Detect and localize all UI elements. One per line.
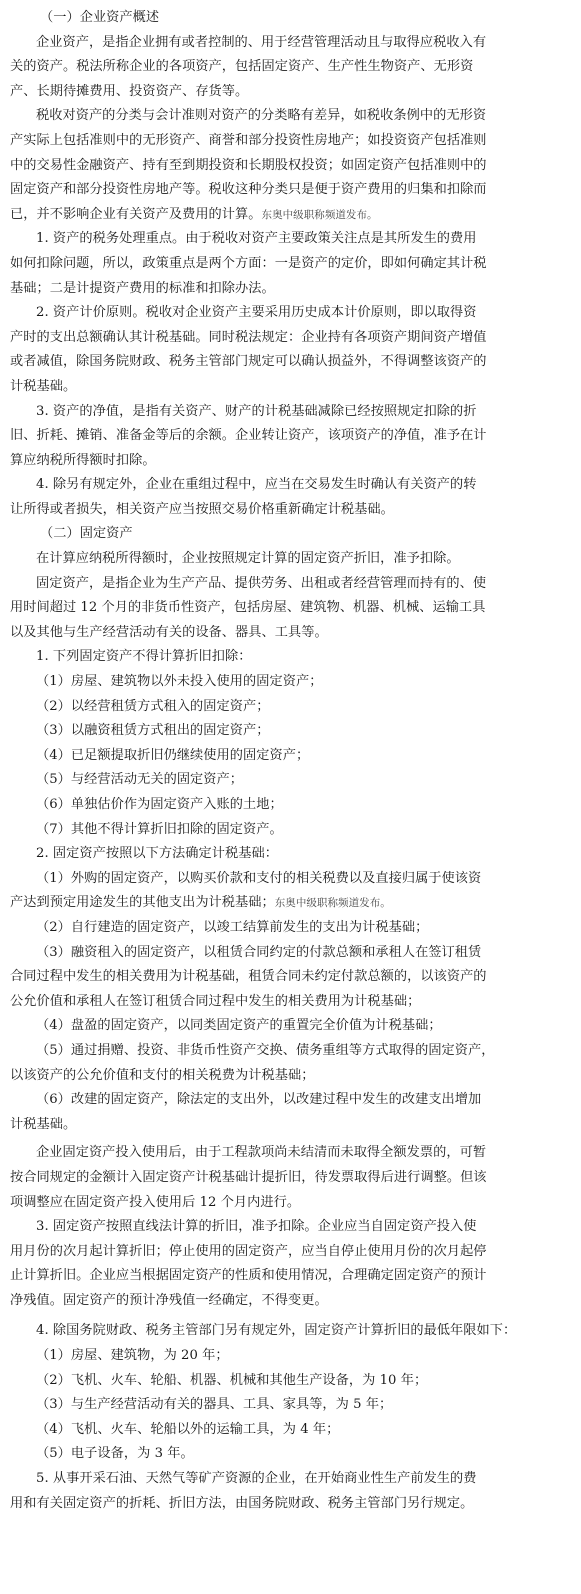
line-text: （6）单独估价作为固定资产入账的土地； (36, 797, 283, 812)
line-text: 5. 从事开采石油、天然气等矿产资源的企业，在开始商业性生产前发生的费 (36, 1471, 477, 1487)
line-text: 中的交易性金融资产、持有至到期投资和长期股权投资；如固定资产包括准则中的 (10, 157, 487, 173)
text-line (10, 178, 571, 203)
text-line (10, 965, 571, 990)
text-line (10, 129, 571, 154)
line-text: 4. 除国务院财政、税务主管部门另有规定外，固定资产计算折旧的最低年限如下： (36, 1323, 517, 1339)
line-text: （3）以融资租赁方式租出的固定资产； (36, 723, 270, 739)
text-line (10, 326, 571, 351)
line-text: 按合同规定的金额计入固定资产计税基础计提折旧，待发票取得后进行调整。但该 (10, 1169, 487, 1185)
line-text: （6）改建的固定资产，除法定的支出外，以改建过程中发生的改建支出增加 (36, 1092, 482, 1108)
text-line (10, 842, 571, 867)
text-line (10, 547, 571, 572)
text-line (10, 916, 571, 941)
section-heading (10, 6, 571, 31)
text-line (10, 891, 571, 916)
line-text: 2. 固定资产按照以下方法确定计税基础： (36, 846, 278, 862)
line-text: 固定资产，是指企业为生产产品、提供劳务、出租或者经营管理而持有的、使 (36, 575, 487, 591)
line-text: 计税基础。 (10, 1116, 77, 1132)
text-line (10, 1264, 571, 1289)
line-text: （5）通过捐赠、投资、非货币性资产交换、债务重组等方式取得的固定资产， (36, 1042, 495, 1058)
text-line (10, 719, 571, 744)
line-text: （4）已足额提取折旧仍继续使用的固定资产； (36, 747, 310, 763)
line-text: 用月份的次月起计算折旧；停止使用的固定资产，应当自停止使用月份的次月起停 (10, 1243, 487, 1259)
line-text: 以该资产的公允价值和支付的相关税费为计税基础； (10, 1067, 315, 1083)
text-line (10, 1088, 571, 1113)
source-note: 东奥中级职称频道发布。 (274, 897, 391, 910)
line-text: 以及其他与生产经营活动有关的设备、器具、工具等。 (10, 624, 328, 640)
line-text: 用时间超过 12 个月的非货币性资产，包括房屋、建筑物、机器、机械、运输工具 (10, 600, 486, 616)
line-text: 固定资产和部分投资性房地产等。税收这种分类只是便于资产费用的归集和扣除而 (10, 182, 487, 198)
line-text: （3）融资租入的固定资产，以租赁合同约定的付款总额和承租人在签订租赁 (36, 944, 482, 960)
text-line (10, 1393, 571, 1418)
line-text: 3. 固定资产按照直线法计算的折旧，准予扣除。企业应当自固定资产投入使 (36, 1219, 477, 1235)
text-line (10, 1344, 571, 1369)
line-text: 基础；二是计提资产费用的标准和扣除办法。 (10, 280, 275, 296)
line-text: （5）与经营活动无关的固定资产； (36, 772, 244, 788)
text-line (10, 1319, 571, 1344)
text-line (10, 227, 571, 252)
text-line (10, 670, 571, 695)
text-line (10, 203, 571, 228)
line-text: 如何扣除问题，所以，政策重点是两个方面：一是资产的定价，即如何确定其计税 (10, 255, 487, 271)
text-line (10, 154, 571, 179)
text-line (10, 1492, 571, 1517)
text-line (10, 80, 571, 105)
line-text: （1）房屋、建筑物以外未投入使用的固定资产； (36, 674, 323, 690)
text-line (10, 1141, 571, 1166)
text-line (10, 1289, 571, 1314)
line-text: 企业固定资产投入使用后，由于工程款项尚未结清而未取得全额发票的，可暂 (36, 1145, 487, 1161)
text-line (10, 473, 571, 498)
line-text: 项调整应在固定资产投入使用后 12 个月内进行。 (10, 1194, 301, 1210)
text-line (10, 645, 571, 670)
line-text: 产达到预定用途发生的其他支出为计税基础； (10, 895, 275, 911)
text-line (10, 1467, 571, 1492)
line-text: （4）飞机、火车、轮船以外的运输工具，为 4 年； (36, 1421, 340, 1437)
line-text: 或者减值，除国务院财政、税务主管部门规定可以确认损益外，不得调整该资产的 (10, 354, 487, 370)
line-text: 用和有关固定资产的折耗、折旧方法，由国务院财政、税务主管部门另行规定。 (10, 1495, 474, 1511)
text-line (10, 818, 571, 843)
text-line (10, 695, 571, 720)
line-text: 产、长期待摊费用、投资资产、存货等。 (10, 83, 249, 99)
text-line (10, 400, 571, 425)
line-text: 公允价值和承租人在签订租赁合同过程中发生的相关费用为计税基础； (10, 993, 421, 1009)
line-text: 计税基础。 (10, 378, 77, 394)
line-text: （5）电子设备，为 3 年。 (36, 1446, 194, 1462)
source-note: 东奥中级职称频道发布。 (261, 208, 378, 221)
text-line (10, 768, 571, 793)
line-text: 让所得或者损失，相关资产应当按照交易价格重新确定计税基础。 (10, 501, 394, 517)
line-text: （4）盘盈的固定资产，以同类固定资产的重置完全价值为计税基础； (36, 1018, 442, 1034)
text-line (10, 793, 571, 818)
line-text: 合同过程中发生的相关费用为计税基础，租赁合同未约定付款总额的，以该资产的 (10, 969, 487, 985)
line-text: （1）房屋、建筑物，为 20 年； (36, 1348, 229, 1364)
line-text: （2）以经营租赁方式租入的固定资产； (36, 698, 270, 714)
text-line (10, 867, 571, 892)
text-line (10, 990, 571, 1015)
text-line (10, 104, 571, 129)
text-line (10, 375, 571, 400)
text-line (10, 277, 571, 302)
line-text: 已，并不影响企业有关资产及费用的计算。 (10, 206, 262, 222)
text-line (10, 498, 571, 523)
text-line (10, 1014, 571, 1039)
line-text: 4. 除另有规定外，企业在重组过程中，应当在交易发生时确认有关资产的转 (36, 477, 477, 493)
text-line (10, 1215, 571, 1240)
section-heading (10, 522, 571, 547)
line-text: 1. 下列固定资产不得计算折旧扣除： (36, 649, 252, 665)
line-text: 2. 资产计价原则。税收对企业资产主要采用历史成本计价原则，即以取得资 (36, 305, 477, 321)
line-text: 3. 资产的净值，是指有关资产、财产的计税基础减除已经按照规定扣除的折 (36, 403, 477, 419)
text-line (10, 1166, 571, 1191)
text-line (10, 252, 571, 277)
line-text: （1）外购的固定资产，以购买价款和支付的相关税费以及直接归属于使该资 (36, 870, 482, 886)
text-line (10, 301, 571, 326)
text-line (10, 1064, 571, 1089)
text-line (10, 1442, 571, 1467)
line-text: 旧、折耗、摊销、准备金等后的余额。企业转让资产，该项资产的净值，准予在计 (10, 428, 487, 444)
text-line (10, 572, 571, 597)
line-text: 在计算应纳税所得额时，企业按照规定计算的固定资产折旧，准予扣除。 (36, 551, 460, 567)
text-line (10, 55, 571, 80)
text-line (10, 596, 571, 621)
line-text: 净残值。固定资产的预计净残值一经确定，不得变更。 (10, 1292, 328, 1308)
line-text: 算应纳税所得额时扣除。 (10, 452, 156, 468)
line-text: （一）企业资产概述 (40, 10, 160, 25)
line-text: 1. 资产的税务处理重点。由于税收对资产主要政策关注点是其所发生的费用 (36, 231, 477, 247)
text-line (10, 1191, 571, 1216)
text-line (10, 744, 571, 769)
line-text: （二）固定资产 (40, 526, 133, 542)
line-text: （2）自行建造的固定资产，以竣工结算前发生的支出为计税基础； (36, 919, 429, 935)
line-text: 税收对资产的分类与会计准则对资产的分类略有差异，如税收条例中的无形资 (36, 108, 487, 124)
line-text: 企业资产，是指企业拥有或者控制的、用于经营管理活动且与取得应税收入有 (36, 34, 487, 50)
text-line (10, 941, 571, 966)
text-line (10, 350, 571, 375)
line-text: （2）飞机、火车、轮船、机器、机械和其他生产设备，为 10 年； (36, 1372, 428, 1388)
line-text: 止计算折旧。企业应当根据固定资产的性质和使用情况，合理确定固定资产的预计 (10, 1268, 487, 1284)
text-line (10, 449, 571, 474)
text-line (10, 424, 571, 449)
line-text: 产时的支出总额确认其计税基础。同时税法规定：企业持有各项资产期间资产增值 (10, 329, 487, 345)
line-text: （7）其他不得计算折旧扣除的固定资产。 (36, 821, 283, 837)
text-line (10, 1418, 571, 1443)
line-text: 产实际上包括准则中的无形资产、商誉和部分投资性房地产；如投资资产包括准则 (10, 132, 487, 148)
text-line (10, 1369, 571, 1394)
line-text: 关的资产。税法所称企业的各项资产，包括固定资产、生产性生物资产、无形资 (10, 59, 474, 75)
line-text: （3）与生产经营活动有关的器具、工具、家具等，为 5 年； (36, 1397, 393, 1413)
text-line (10, 621, 571, 646)
text-line (10, 1113, 571, 1138)
text-line (10, 1039, 571, 1064)
text-line (10, 31, 571, 56)
text-line (10, 1240, 571, 1265)
